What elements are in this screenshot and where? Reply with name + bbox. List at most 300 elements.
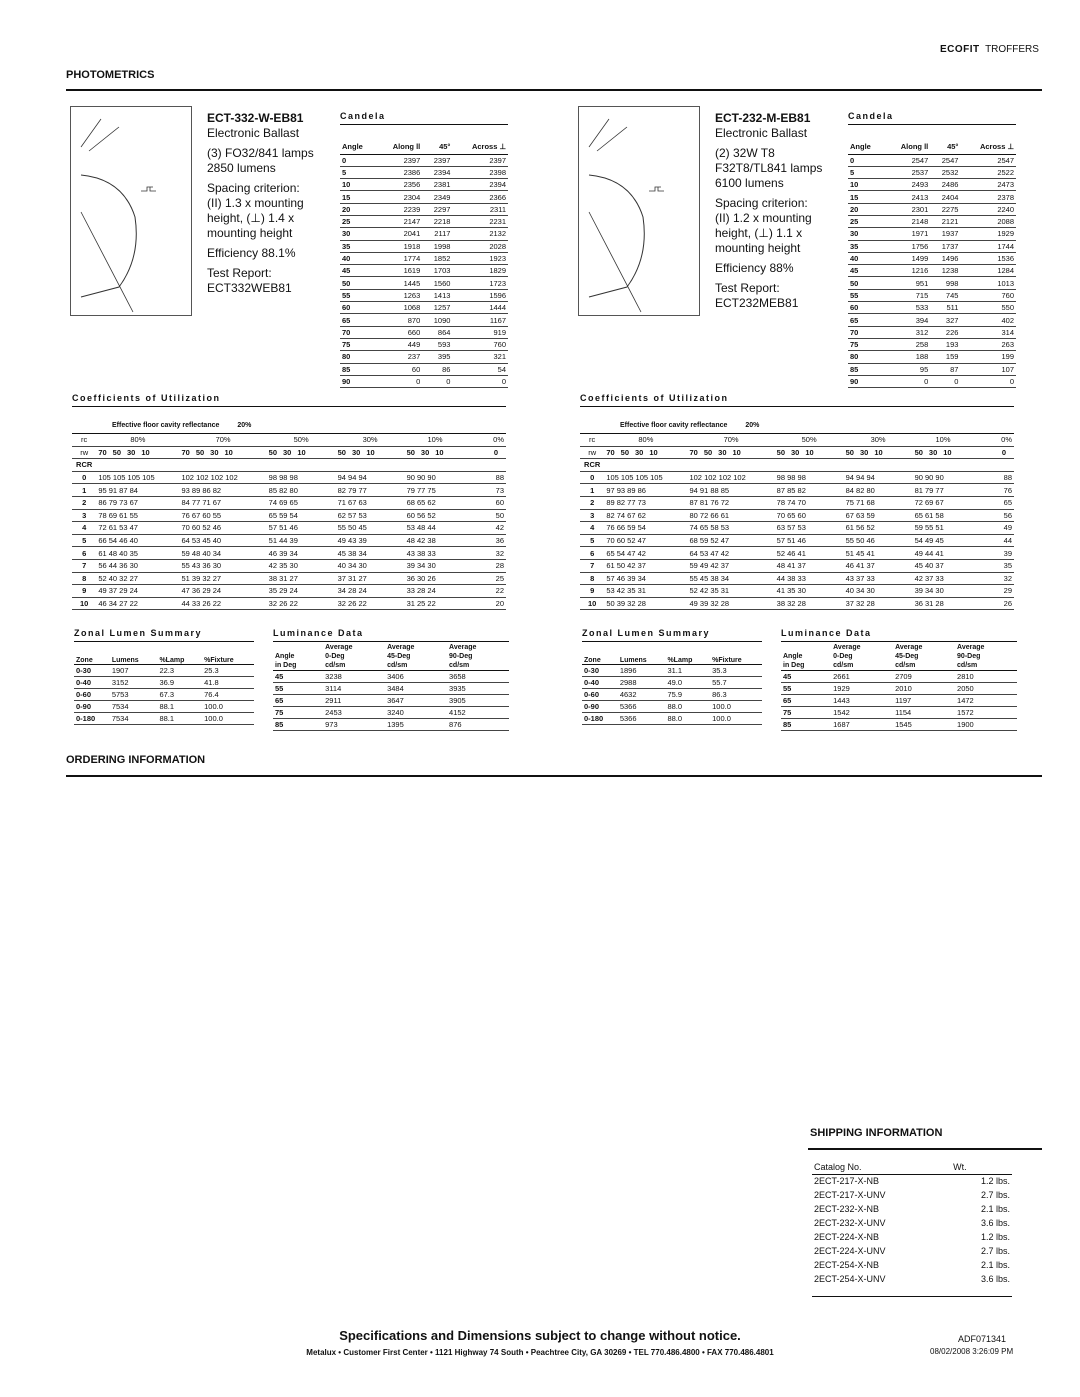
lum-h-avg: Average [387,644,415,651]
luminance-cell: 2810 [955,671,1017,683]
zonal-row [582,701,762,713]
cu-cell: 50 [465,509,506,522]
zonal-cell: 35.3 [710,665,762,677]
product-description [207,126,332,296]
zonal-cell: 100.0 [202,701,254,713]
candela-cell: 533 [884,302,930,314]
candela-head [848,140,1016,154]
cu-rw-value: 70 [689,447,698,457]
luminance-cell: 75 [781,707,831,719]
cu-cell: 65 59 54 [267,509,336,522]
candela-cell: 2537 [884,166,930,178]
cu-cell: 97 93 89 86 [604,484,687,497]
zonal-cell: 4632 [618,689,666,701]
luminance-cell: 75 [273,707,323,719]
candela-cell: 1998 [422,240,452,252]
cu-rw-group [687,446,774,459]
candela-cell: 1560 [422,277,452,289]
candela-row [848,166,1016,178]
candela-cell: 2366 [452,191,508,203]
candela-cell: 90 [848,375,884,387]
zonal-cell: 31.1 [665,665,710,677]
luminance-cell: 85 [781,719,831,731]
candela-cell: 107 [960,363,1016,375]
cu-cell: 64 53 45 40 [179,534,266,547]
candela-cell: 0 [376,375,422,387]
ship-row [812,1188,1012,1202]
candela-cell: 1013 [960,277,1016,289]
candela-row [340,363,508,375]
candela-row [340,302,508,314]
cu-cell: 49 [973,522,1014,535]
candela-cell: 65 [848,314,884,326]
product-description [715,126,840,311]
cu-cell: 85 82 80 [267,484,336,497]
cu-rc-value: 70% [179,434,266,447]
desc-line: (II) 1.2 x mounting [715,211,812,225]
zonal-cell: 88.0 [665,713,710,725]
cu-cell: 68 65 62 [405,496,466,509]
zonal-header-row [582,657,762,665]
candela-cell: 2532 [930,166,960,178]
candela-cell: 85 [340,363,376,375]
cu-cell: 76 67 60 55 [179,509,266,522]
cu-head [580,434,1014,472]
cu-rw-value: 50 [703,447,713,457]
candela-cell: 1216 [884,265,930,277]
candela-header: Angle [848,140,884,154]
zonal-row [582,665,762,677]
cu-row [72,471,506,484]
candela-row [340,228,508,240]
lum-h-avg: Average [957,644,985,651]
candela-header-row [340,140,508,154]
cu-rw-value: 30 [718,447,727,457]
efcr-text: Effective floor cavity reflectance [112,422,220,429]
candela-header: Across ⊥ [452,140,508,154]
cu-cell: 35 29 24 [267,585,336,598]
cu-cell: 10 [580,597,604,610]
candela-cell: 2522 [960,166,1016,178]
cu-rc-value: 50% [775,434,844,447]
cu-cell: 34 28 24 [336,585,405,598]
candela-cell: 1937 [930,228,960,240]
cu-cell: 9 [580,585,604,598]
cu-rw-group [844,446,913,459]
desc-line: (3) FO32/841 lamps [207,146,314,160]
candela-row [848,265,1016,277]
cu-rw-value: 10 [732,447,741,457]
candela-cell: 2147 [376,215,422,227]
candela-cell: 25 [340,215,376,227]
cu-rc-value: 0% [973,434,1014,447]
candela-cell: 1829 [452,265,508,277]
cu-cell: 43 38 33 [405,547,466,560]
cu-cell: 10 [72,597,96,610]
candela-cell: 870 [376,314,422,326]
candela-cell: 2117 [422,228,452,240]
cu-cell: 87 81 76 72 [687,496,774,509]
luminance-cell: 2453 [323,707,385,719]
cu-rw-value: 50 [914,447,923,457]
cu-rw-value: 50 [112,447,122,457]
cu-row [580,585,1014,598]
zonal-header: Zone [74,657,110,665]
candela-row [340,375,508,387]
candela-cell: 75 [848,338,884,350]
cu-cell: 95 91 87 84 [96,484,179,497]
cu-cell: 55 50 46 [844,534,913,547]
candela-cell: 20 [340,203,376,215]
candela-cell: 226 [930,326,960,338]
luminance-cell: 65 [781,695,831,707]
cu-rw-value: 50 [268,447,278,457]
candela-cell: 0 [340,154,376,166]
candela-row [340,166,508,178]
cu-rw-group [775,446,844,459]
ship-cell: 2ECT-232-X-NB [814,1204,880,1214]
ship-row [812,1244,1012,1258]
candela-cell: 188 [884,351,930,363]
cu-cell: 0 [72,471,96,484]
product-name: ECT-232-M-EB81 [715,111,811,125]
candela-row [848,215,1016,227]
candela-cell: 2398 [452,166,508,178]
cu-cell: 89 82 77 73 [604,496,687,509]
zonal-cell: 0-40 [74,677,110,689]
photometrics-title: PHOTOMETRICS [66,69,155,81]
cu-cell: 5 [580,534,604,547]
cu-cell: 2 [72,496,96,509]
cu-row [580,509,1014,522]
candela-table [340,140,508,388]
cu-cell: 94 94 94 [844,471,913,484]
desc-line: Spacing criterion: [207,181,300,195]
cu-cell: 3 [72,509,96,522]
cu-cell: 42 37 33 [913,572,974,585]
candela-cell: 2304 [376,191,422,203]
cu-cell: 98 98 98 [267,471,336,484]
photometric-diagram [70,106,192,316]
ship-row [812,1202,1012,1216]
candela-cell: 1923 [452,252,508,264]
product-name: ECT-332-W-EB81 [207,111,304,125]
candela-row [340,252,508,264]
cu-cell: 98 98 98 [775,471,844,484]
cu-rw-value: 50 [406,447,415,457]
cu-cell: 32 26 22 [267,597,336,610]
candela-cell: 2275 [930,203,960,215]
cu-rw-value: 30 [283,447,292,457]
candela-cell: 321 [452,351,508,363]
desc-line: Electronic Ballast [715,126,808,140]
candela-row [848,338,1016,350]
cu-cell: 55 43 36 30 [179,559,266,572]
zonal-cell: 7534 [110,713,158,725]
shipping-rule [808,1148,1042,1150]
candela-cell: 715 [884,289,930,301]
zonal-cell: 88.1 [157,713,202,725]
cu-cell: 32 26 22 [336,597,405,610]
zonal-cell: 3152 [110,677,158,689]
cu-cell: 6 [72,547,96,560]
candela-row [848,228,1016,240]
ship-cell: 2.7 lbs. [980,1190,1010,1200]
cu-cell: 84 82 80 [844,484,913,497]
cu-cell: 56 [973,509,1014,522]
zonal-cell: 67.3 [157,689,202,701]
ship-cell: 1.2 lbs. [980,1232,1010,1242]
candela-cell: 2486 [930,179,960,191]
shipping-title: SHIPPING INFORMATION [810,1127,943,1139]
cu-cell: 61 50 42 37 [604,559,687,572]
desc-line: ECT232MEB81 [715,296,799,310]
shipping-end-rule [812,1296,1012,1297]
cu-cell: 51 39 32 27 [179,572,266,585]
candela-cell: 15 [848,191,884,203]
candela-cell: 60 [340,302,376,314]
cu-cell: 67 63 59 [844,509,913,522]
candela-cell: 10 [848,179,884,191]
cu-cell: 1 [580,484,604,497]
cu-cell: 59 49 42 37 [687,559,774,572]
candela-cell: 159 [930,351,960,363]
cu-cell: 105 105 105 105 [96,471,179,484]
cu-rc-label: rc [580,434,604,447]
cu-cell: 46 41 37 [844,559,913,572]
shipping-table [812,1160,1012,1286]
cu-cell: 39 34 30 [405,559,466,572]
ship-cell: 3.6 lbs. [980,1274,1010,1284]
cu-row [72,484,506,497]
luminance-cell: 1542 [831,707,893,719]
cu-cell: 44 [973,534,1014,547]
cu-rw-value: 10 [366,447,375,457]
candela-row [848,326,1016,338]
cu-cell: 65 54 47 42 [604,547,687,560]
cu-cell: 42 35 30 [267,559,336,572]
efcr-value: 20% [745,422,760,429]
cu-row [580,484,1014,497]
candela-cell: 2356 [376,179,422,191]
zonal-cell: 2988 [618,677,666,689]
cu-cell: 61 56 52 [844,522,913,535]
candela-head [340,140,508,154]
zonal-cell: 0-60 [582,689,618,701]
lum-h-unit: cd/sm [387,662,408,669]
candela-cell: 1929 [960,228,1016,240]
luminance-row [781,695,1017,707]
candela-heading: Candela [848,111,1016,125]
candela-cell: 1413 [422,289,452,301]
candela-cell: 2121 [930,215,960,227]
desc-line: (II) 1.3 x mounting [207,196,304,210]
zonal-header: %Fixture [710,657,762,665]
efcr-label [112,422,251,429]
ship-cell: 2ECT-217-X-NB [814,1176,880,1187]
luminance-cell: 3905 [447,695,509,707]
cu-cell: 73 [465,484,506,497]
cu-cell: 90 90 90 [913,471,974,484]
zonal-cell: 0-90 [74,701,110,713]
cu-cell: 80 72 66 61 [687,509,774,522]
zonal-heading: Zonal Lumen Summary [582,628,762,642]
cu-rw-group [465,446,506,459]
candela-header: 45° [422,140,452,154]
zonal-cell: 5366 [618,713,666,725]
candela-cell: 2378 [960,191,1016,203]
cu-cell: 59 48 40 34 [179,547,266,560]
luminance-body [781,671,1017,731]
photometric-diagram [578,106,700,316]
cu-cell: 4 [72,522,96,535]
zonal-cell: 0-180 [582,713,618,725]
cu-cell: 46 34 27 22 [96,597,179,610]
cu-cell: 74 69 65 [267,496,336,509]
candela-cell: 30 [848,228,884,240]
candela-cell: 54 [452,363,508,375]
cu-heading: Coefficients of Utilization [580,393,1014,407]
cu-cell: 6 [580,547,604,560]
brand-header [940,44,1039,55]
cu-cell: 72 69 67 [913,496,974,509]
candela-cell: 2473 [960,179,1016,191]
cu-cell: 52 42 35 31 [687,585,774,598]
cu-row [72,559,506,572]
candela-header-row [848,140,1016,154]
candela-row [848,252,1016,264]
cu-rw-row [580,446,1014,459]
cu-empty [913,459,974,472]
cu-rc-value: 10% [405,434,466,447]
candela-cell: 80 [848,351,884,363]
cu-cell: 76 66 59 54 [604,522,687,535]
luminance-cell: 3484 [385,683,447,695]
cu-cell: 44 33 26 22 [179,597,266,610]
cu-cell: 64 53 47 42 [687,547,774,560]
cu-row [72,509,506,522]
cu-rw-value: 30 [210,447,219,457]
candela-cell: 45 [848,265,884,277]
cu-rw-row [72,446,506,459]
cu-cell: 70 60 52 47 [604,534,687,547]
cu-rw-value: 30 [127,447,136,457]
cu-rcr-row [72,459,506,472]
candela-cell: 1090 [422,314,452,326]
brand-name: ECOFIT [940,44,980,55]
cu-cell: 36 [465,534,506,547]
candela-row [340,179,508,191]
zonal-cell: 49.0 [665,677,710,689]
cu-table [580,433,1014,610]
zonal-cell: 1896 [618,665,666,677]
cu-rw-group [913,446,974,459]
cu-cell: 78 74 70 [775,496,844,509]
luminance-row [273,719,509,731]
candela-cell: 2148 [884,215,930,227]
cu-cell: 41 35 30 [775,585,844,598]
candela-cell: 550 [960,302,1016,314]
candela-cell: 2397 [376,154,422,166]
luminance-cell: 2050 [955,683,1017,695]
luminance-cell: 3114 [323,683,385,695]
cu-cell: 8 [580,572,604,585]
cu-cell: 20 [465,597,506,610]
luminance-table [781,643,1017,731]
luminance-cell: 1929 [831,683,893,695]
ship-cell: 2ECT-254-X-UNV [814,1274,886,1284]
candela-row [848,314,1016,326]
cu-rw-value: 30 [635,447,644,457]
cu-cell: 66 54 46 40 [96,534,179,547]
lum-h-avg: Average [833,644,861,651]
candela-cell: 0 [960,375,1016,387]
zonal-cell: 1907 [110,665,158,677]
candela-cell: 50 [848,277,884,289]
candela-cell: 2547 [930,154,960,166]
candela-cell: 20 [848,203,884,215]
cu-cell: 39 34 30 [913,585,974,598]
ship-row [812,1272,1012,1286]
lum-h-unit: cd/sm [449,662,470,669]
cu-cell: 76 [973,484,1014,497]
candela-row [848,240,1016,252]
candela-cell: 1068 [376,302,422,314]
candela-cell: 2239 [376,203,422,215]
candela-cell: 15 [340,191,376,203]
luminance-cell: 1472 [955,695,1017,707]
cu-rw-group [604,446,687,459]
candela-cell: 951 [884,277,930,289]
cu-rw-group [973,446,1014,459]
candela-cell: 55 [848,289,884,301]
candela-cell: 1496 [930,252,960,264]
cu-cell: 57 51 46 [775,534,844,547]
candela-cell: 1238 [930,265,960,277]
candela-row [340,326,508,338]
luminance-cell: 2709 [893,671,955,683]
cu-rc-row [580,434,1014,447]
zonal-header: %Fixture [202,657,254,665]
cu-cell: 62 57 53 [336,509,405,522]
efcr-label [620,422,759,429]
cu-rc-value: 0% [465,434,506,447]
zonal-header-row [74,657,254,665]
zonal-cell: 5753 [110,689,158,701]
footer-date: 08/02/2008 3:26:09 PM [930,1347,1014,1356]
cu-cell: 86 79 73 67 [96,496,179,509]
cu-cell: 43 37 33 [844,572,913,585]
cu-cell: 33 28 24 [405,585,466,598]
candela-row [340,314,508,326]
candela-cell: 199 [960,351,1016,363]
cu-row [72,585,506,598]
cu-row [580,496,1014,509]
cu-empty [844,459,913,472]
ship-row [812,1216,1012,1230]
cu-cell: 9 [72,585,96,598]
ship-cell: 2ECT-254-X-NB [814,1260,880,1270]
luminance-cell: 3935 [447,683,509,695]
luminance-heading: Luminance Data [273,628,509,642]
candela-cell: 193 [930,338,960,350]
candela-header: Angle [340,140,376,154]
cu-cell: 56 44 36 30 [96,559,179,572]
lum-header-deg90 [955,643,1017,671]
zonal-cell: 41.8 [202,677,254,689]
candela-cell: 45 [340,265,376,277]
cu-rc-value: 30% [844,434,913,447]
